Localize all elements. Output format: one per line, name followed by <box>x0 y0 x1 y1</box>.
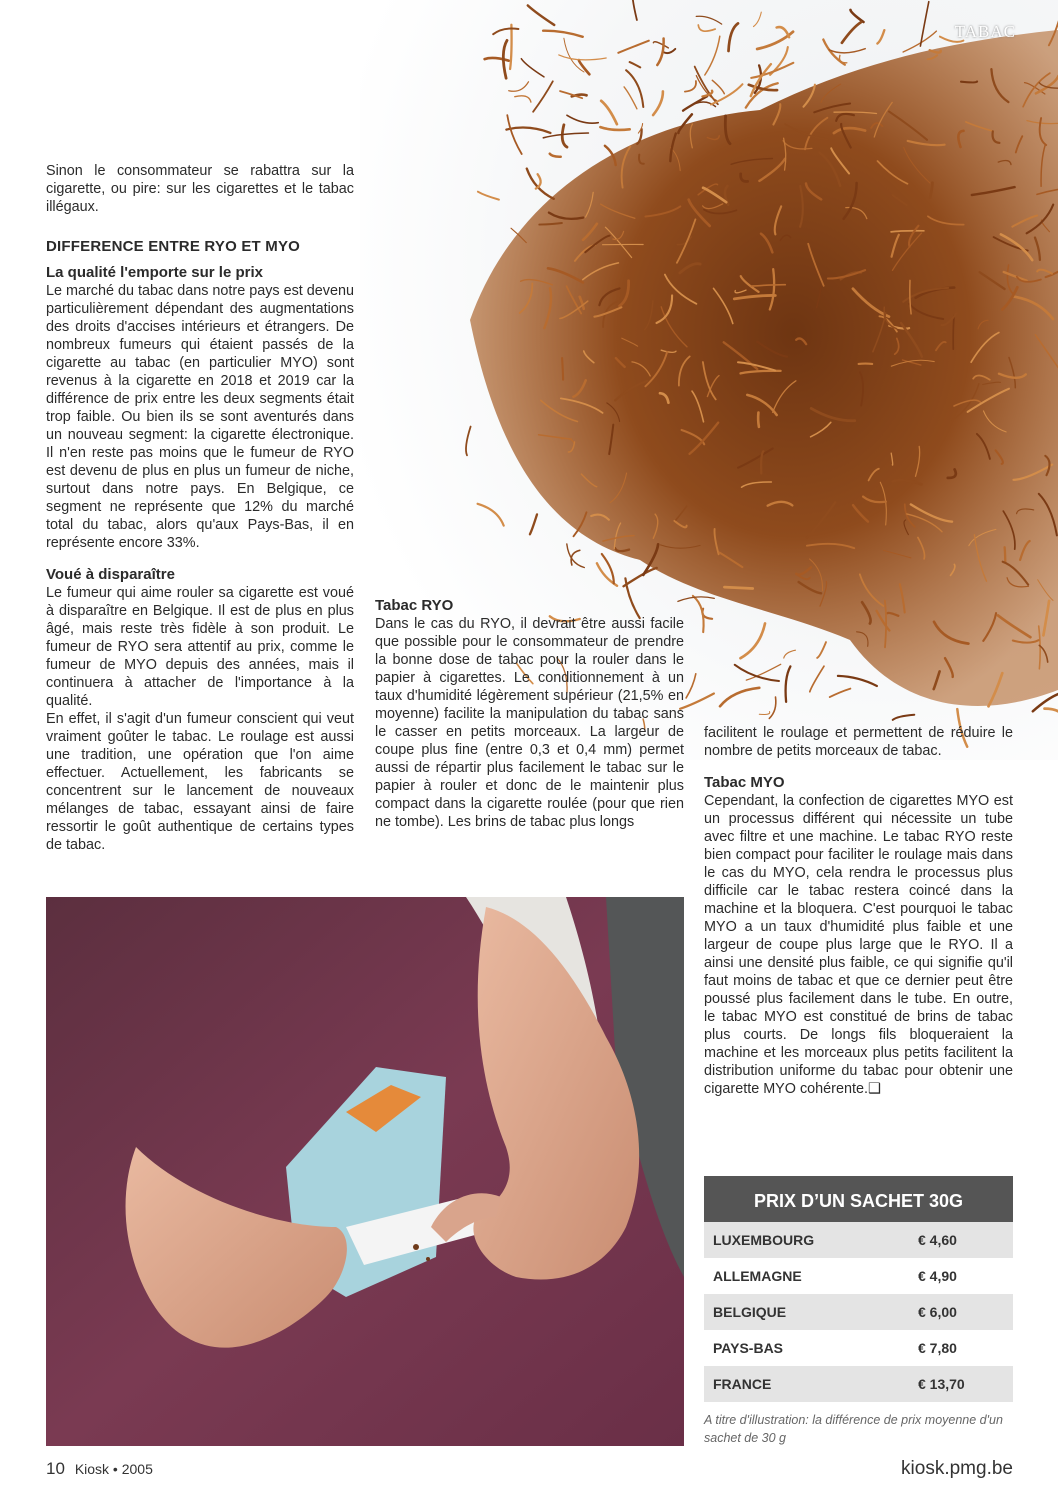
tobacco-strand <box>1005 547 1006 562</box>
country-name: ALLEMAGNE <box>713 1268 802 1284</box>
tobacco-strand <box>724 587 752 588</box>
subheading-quality: La qualité l'emporte sur le prix <box>46 264 263 281</box>
country-name: BELGIQUE <box>713 1304 787 1320</box>
section-tag: TABAC <box>954 22 1016 41</box>
country-name: PAYS-BAS <box>713 1340 784 1356</box>
hands-rolling-photo <box>46 897 684 1446</box>
paragraph-ryo-continued: facilitent le roulage et permettent de réduire le nombre de petits morceaux de tabac. <box>704 725 1013 759</box>
price-row <box>704 1294 1013 1330</box>
subheading-myo: Tabac MYO <box>704 774 785 791</box>
paragraph-myo <box>704 792 1013 1098</box>
tobacco-strand <box>758 413 759 427</box>
price-row <box>704 1366 1013 1402</box>
country-name: LUXEMBOURG <box>713 1232 815 1248</box>
price-table-caption: A titre d'illustration: la différence de prix moyenne d'un sachet de 30 g <box>704 1413 1003 1445</box>
sachet-price: € 4,60 <box>918 1232 957 1248</box>
price-row <box>704 1330 1013 1366</box>
country-name: FRANCE <box>713 1376 772 1392</box>
tobacco-strand <box>562 358 563 380</box>
footer-left <box>46 1459 153 1479</box>
sachet-price: € 4,90 <box>918 1268 957 1284</box>
tobacco-strand <box>961 82 977 83</box>
article-column-1 <box>46 162 354 854</box>
website-link[interactable]: kiosk.pmg.be <box>901 1458 1013 1479</box>
subheading-ryo: Tabac RYO <box>375 597 454 614</box>
sachet-price: € 7,80 <box>918 1340 957 1356</box>
article-column-3 <box>704 724 1013 1098</box>
sachet-price: € 13,70 <box>918 1376 965 1392</box>
sachet-price: € 6,00 <box>918 1304 957 1320</box>
paragraph-tradition: En effet, il s'agit d'un fumeur conscient qui veut vraiment goûter le tabac. Le roulage est aussi une tradition, une opération que l'on aime effectuer. Actuellement, les fabricants se concentrent sur le lancement de nouveaux mélanges de tabac, essayant ainsi de faire ressortir le goût authentique de certains types de tabac. <box>46 711 354 853</box>
paragraph-ryo: Dans le cas du RYO, il devrait être aussi facile que possible pour le consommateur de prendre la bonne dose de tabac pour la rouler dans le papier à cigarettes. Le conditionnement à un taux d'humidité légèrement supérieur (21,5% en moyenne) facilite la manipulation du tabac sans le casser en petits morceaux. La largeur de coupe plus fine (entre 0,3 et 0,4 mm) permet aussi de répartir plus facilement le tabac sur le papier à rouler et donc de le maintenir plus compact dans la cigarette roulée (pour que rien ne tombe). Les brins de tabac plus longs <box>375 616 684 830</box>
rolling-cigarette-illustration <box>46 897 684 1446</box>
end-mark-icon: ❑ <box>867 1081 881 1097</box>
price-table-title: PRIX D’UN SACHET 30G <box>704 1176 1013 1222</box>
paragraph-smoker: Le fumeur qui aime rouler sa cigarette est voué à disparaître en Belgique. Il est de plus en plus âgé, mais reste très fidèle à son produit. Le fumeur de RYO sera attentif au prix, comme le fumeur de MYO depuis des années, mais il continuera à attacher de l'importance à la qualité. <box>46 585 354 709</box>
paragraph-myo-text: Cependant, la confection de cigarettes MYO est un processus différent qui nécessite un tube avec filtre et une machine. Le tabac RYO reste bien compact pour faciliter le roulage mais dans le cas du MYO, cela rendra le processus plus difficile car le tabac restera coincé dans la machine et la bloquera. C'est pourquoi le tabac MYO a un taux d'humidité plus faible et une largeur de coupe plus large que le RYO. Il a ainsi une densité plus faible, ce qui signifie qu'il faut moins de tabac et que ce dernier peut être poussé plus facilement dans le tube. En outre, le tabac MYO est constitué de brins de tabac plus courts. De longs fils bloqueraient la machine et les morceaux plus petits facilitent la distribution uniforme du tabac pour obtenir une cigarette MYO cohérente. <box>704 793 1013 1097</box>
price-row <box>704 1222 1013 1258</box>
tobacco-strand <box>953 316 954 350</box>
paragraph-market: Le marché du tabac dans notre pays est devenu particulièrement dépendant des augmentations des droits d'accises intérieurs et étrangers. De nombreux fumeurs qui étaient passés de la cigarette au tabac (en particulier MYO) sont revenus à la cigarette en 2018 et 2019 car la différence de prix entre les deux segments était trop faible. Ou bien ils se sont aventurés dans un nouveau segment: la cigarette électronique. Il n'en reste pas moins que le fumeur de RYO est devenu de plus en plus un fumeur de niche, surtout dans notre pays. En Belgique, ce segment ne représente que 12% du marché total du tabac, alors qu'aux Pays-Bas, il en représente encore 33%. <box>46 283 355 551</box>
article-column-2 <box>375 597 684 831</box>
page-number: 10 <box>46 1459 65 1478</box>
price-row <box>704 1258 1013 1294</box>
subheading-disappear: Voué à disparaître <box>46 566 175 583</box>
article-heading: DIFFERENCE ENTRE RYO ET MYO <box>46 238 301 255</box>
intro-paragraph: Sinon le consommateur se rabattra sur la cigarette, ou pire: sur les cigarettes et le tabac illégaux. <box>46 163 354 215</box>
price-table <box>704 1176 1013 1402</box>
magazine-issue: Kiosk • 2005 <box>74 1461 153 1477</box>
